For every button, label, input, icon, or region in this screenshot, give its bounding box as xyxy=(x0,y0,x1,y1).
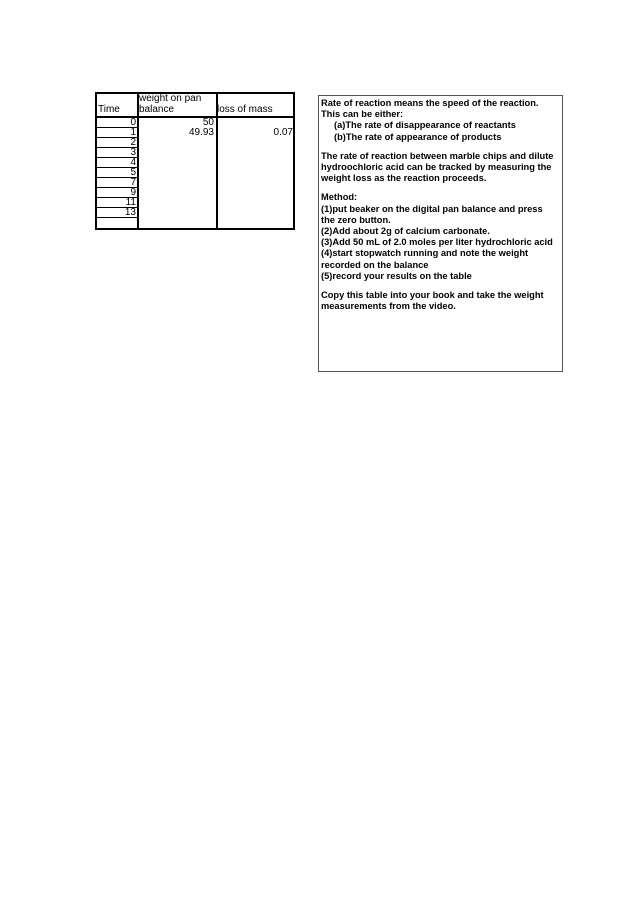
paragraph-text: hydroochloric acid can be tracked by measuring the xyxy=(321,162,552,173)
closing-text: Copy this table into your book and take the weight xyxy=(321,290,544,301)
method-step: the zero button. xyxy=(321,214,391,225)
intro-text: Rate of reaction means the speed of the reaction. xyxy=(321,98,539,108)
header-time xyxy=(97,94,138,118)
time-cell: 1 xyxy=(97,128,138,138)
header-loss-label: loss of mass xyxy=(217,104,273,115)
time-cell: 13 xyxy=(97,208,138,218)
method-step: (3)Add 50 mL of 2.0 moles per liter hydrochloric acid xyxy=(321,237,553,248)
header-weight-label-1: weight on pan xyxy=(139,93,202,104)
weight-cell: 49.93 xyxy=(188,127,214,138)
option-a-text: (a)The rate of disappearance of reactants xyxy=(334,120,516,131)
loss-cell: 0.07 xyxy=(273,127,293,138)
time-cell: 5 xyxy=(97,168,138,178)
instructions-box xyxy=(318,95,563,372)
method-step: (1)put beaker on the digital pan balance and press xyxy=(321,203,543,214)
time-cell: 4 xyxy=(97,158,138,168)
intro-text: This can be either: xyxy=(321,109,404,120)
time-cell: 9 xyxy=(97,188,138,198)
header-weight xyxy=(138,94,217,118)
time-cell: 7 xyxy=(97,178,138,188)
time-cell: 3 xyxy=(97,148,138,158)
weight-cell: 50 xyxy=(202,117,214,128)
time-cell: 11 xyxy=(97,198,138,208)
paragraph-text: The rate of reaction between marble chips and dilute xyxy=(321,150,554,161)
closing-text: measurements from the video. xyxy=(321,301,456,312)
option-b-text: (b)The rate of appearance of products xyxy=(334,131,502,142)
header-loss xyxy=(217,94,293,118)
method-step: (2)Add about 2g of calcium carbonate. xyxy=(321,226,490,237)
method-title: Method: xyxy=(321,192,358,203)
time-cell: 2 xyxy=(97,138,138,148)
time-cell: 0 xyxy=(97,118,138,128)
paragraph-text: weight loss as the reaction proceeds. xyxy=(321,173,487,184)
method-step: (5)record your results on the table xyxy=(321,270,472,281)
column-divider xyxy=(216,94,218,228)
header-time-label: Time xyxy=(98,104,120,115)
method-step: (4)start stopwatch running and note the weight xyxy=(321,248,529,259)
method-step: recorded on the balance xyxy=(321,259,429,270)
header-weight-label-2: balance xyxy=(139,104,175,115)
results-table xyxy=(95,92,295,230)
